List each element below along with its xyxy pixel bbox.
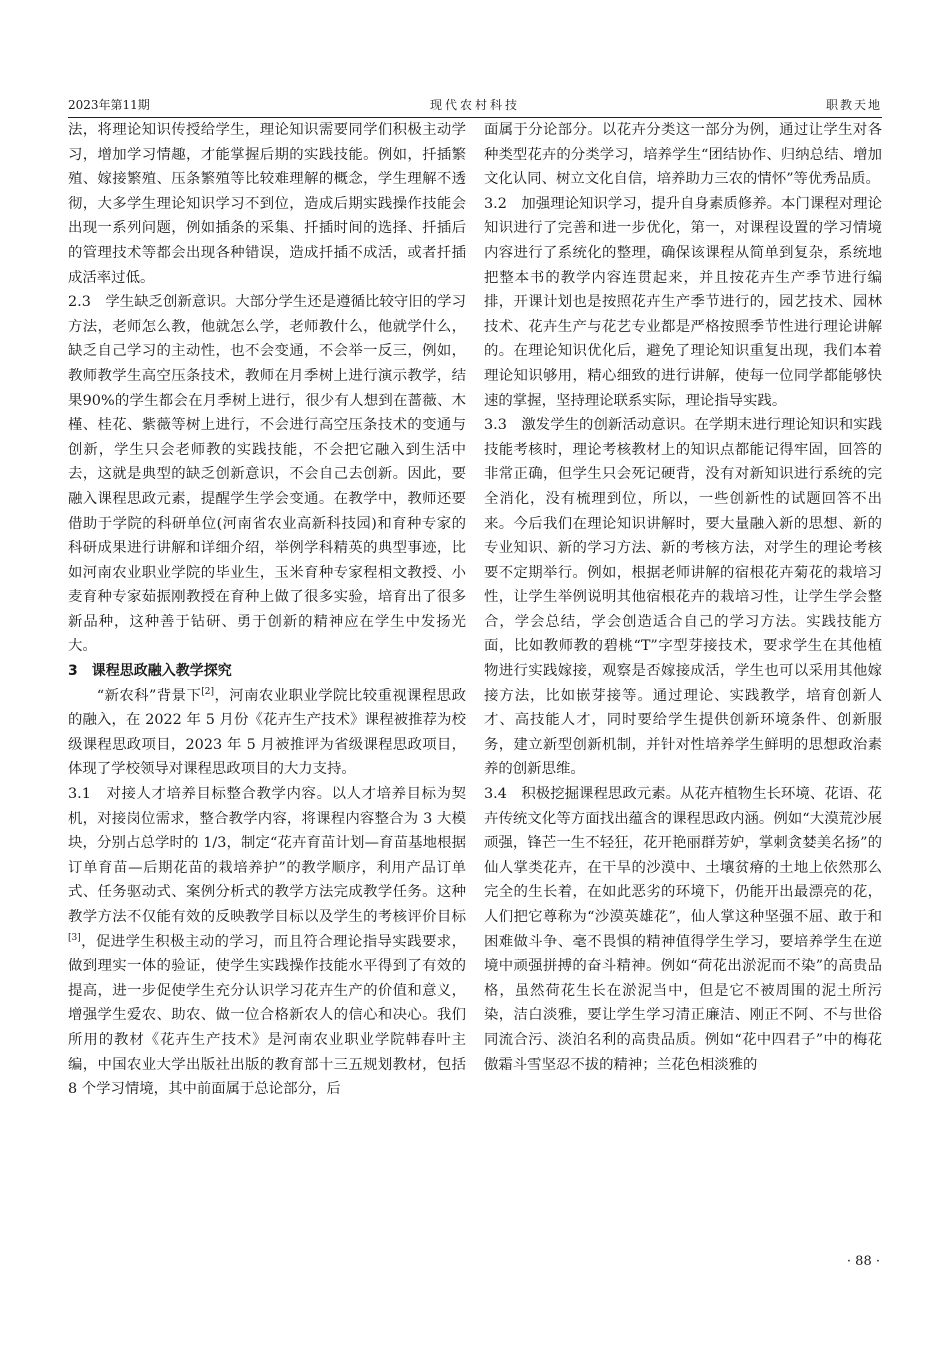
text-run: ，促进学生积极主动的学习，而且符合理论指导实践要求，做到理实一体的验证，使学生实践操作技能水平得到了有效的提高，进一步促使学生充分认识学习花卉生产的价值和意义，增强学生爱农、助农、做一位合格新农人的信心和决心。我们所用的教材《花卉生产技术》是河南农业职业学院韩春叶主编，中国农业大学出版社出版的教育部十三五规划教材，包括 8 个学习情境，其中前面属于总论部分，后 xyxy=(68,933,466,1098)
page-number: · 88 · xyxy=(846,1254,880,1269)
text-run: ，河南农业职业学院比较重视课程思政的融入，在 2022 年 5 月份《花卉生产技术》课程被推荐为校级课程思政项目，2023 年 5 月被推评为省级课程思政项目，体现了学校领导对课程思政项目的大力支持。 xyxy=(68,687,466,778)
text-run: 3.1 对接人才培养目标整合教学内容。以人才培养目标为契机，对接岗位需求，整合教学内容，将课程内容整合为 3 大模块，分别占总学时的 1/3，制定“花卉育苗计划—育苗基地根据订单育苗—后期花苗的栽培养护”的教学顺序，利用产品订单式、任务驱动式、案例分析式的教学方法完成教学任务。这种教学方法不仅能有效的反映教学目标以及学生的考核评价目标 xyxy=(68,786,466,925)
running-header xyxy=(68,96,882,116)
paragraph-3-2: 3.2 加强理论知识学习，提升自身素质修养。本门课程对理论知识进行了完善和进一步优化，第一，对课程设置的学习情境内容进行了系统化的整理，确保该课程从简单到复杂，系统地把整本书的教学内容连贯起来，并且按花卉生产季节进行编排，开课计划也是按照花卉生产季节进行的，园艺技术、园林技术、花卉生产与花艺专业都是严格按照季节性进行理论讲解的。在理论知识优化后，避免了理论知识重复出现，我们本着理论知识够用，精心细致的进行讲解，使每一位同学都能够快速的掌握，坚持理论联系实际，理论指导实践。 xyxy=(484,195,882,409)
citation-ref: [3] xyxy=(68,932,81,943)
issue-label: 2023年第11期 xyxy=(68,98,150,112)
section-3-heading: 3 课程思政融入教学探究 xyxy=(68,663,232,680)
journal-title: 现代农村科技 xyxy=(429,98,520,112)
section-label: 职教天地 xyxy=(825,98,882,112)
paragraph: 面属于分论部分。以花卉分类这一部分为例，通过让学生对各种类型花卉的分类学习，培养学生“团结协作、归纳总结、增加文化认同、树立文化自信，培养助力三农的情怀”等优秀品质。 xyxy=(484,122,882,188)
paragraph-3-intro xyxy=(68,684,466,782)
text-run: “新农科”背景下 xyxy=(96,687,202,704)
paragraph-3-1 xyxy=(68,782,466,1102)
paragraph-3-4: 3.4 积极挖掘课程思政元素。从花卉植物生长环境、花语、花卉传统文化等方面找出蕴含的课程思政内涵。例如“大漠荒沙展顽强，锋芒一生不轻狂，花开艳丽群芳妒，掌刺贪婪美名扬”的仙人掌类花卉，在干旱的沙漠中、土壤贫瘠的土地上依然那么完全的生长着，在如此恶劣的环境下，仍能开出最漂亮的花，人们把它尊称为“沙漠英雄花”，仙人掌这种坚强不屈、敢于和困难做斗争、毫不畏惧的精神值得学生学习，要培养学生在逆境中顽强拼搏的奋斗精神。例如“荷花出淤泥而不染”的高贵品格，虽然荷花生长在淤泥当中，但是它不被周围的泥土所污染，洁白淡雅，要让学生学习清正廉洁、刚正不阿、不与世俗同流合污、淡泊名利的高贵品质。例如“花中四君子”中的梅花傲霜斗雪坚忍不拔的精神；兰花色相淡雅的 xyxy=(484,786,882,1073)
left-column xyxy=(68,118,466,1102)
right-column xyxy=(484,118,882,1077)
paragraph-3-3: 3.3 激发学生的创新活动意识。在学期末进行理论知识和实践技能考核时，理论考核教材上的知识点都能记得牢固，回答的非常正确，但学生只会死记硬背，没有对新知识进行系统的完全消化，没有梳理到位，所以，一些创新性的试题回答不出来。今后我们在理论知识讲解时，要大量融入新的思想、新的专业知识、新的学习方法、新的考核方法，对学生的理论考核要不定期举行。例如，根据老师讲解的宿根花卉菊花的栽培习性，让学生举例说明其他宿根花卉的栽培习性，让学生学会整合，学会总结，学会创造适合自己的学习方法。实践技能方面，比如教师教的碧桃“T”字型芽接技术，要求学生在其他植物进行实践嫁接，观察是否嫁接成活，学生也可以采用其他嫁接方法，比如嵌芽接等。通过理论、实践教学，培育创新人才、高技能人才，同时要给学生提供创新环境条件、创新服务，建立新型创新机制，并针对性培养学生鲜明的思想政治素养的创新思维。 xyxy=(484,417,882,778)
paragraph: 法，将理论知识传授给学生，理论知识需要同学们积极主动学习，增加学习情趣，才能掌握后期的实践技能。例如，扦插繁殖、嫁接繁殖、压条繁殖等比较难理解的概念，学生理解不透彻，大多学生理论知识学习不到位，造成后期实践操作技能会出现一系列问题，例如插条的采集、扦插时间的选择、扦插后的管理技术等都会出现各种错误，造成扦插不成活，或者扦插成活率过低。 xyxy=(68,122,466,286)
paragraph-2-3: 2.3 学生缺乏创新意识。大部分学生还是遵循比较守旧的学习方法，老师怎么教，他就怎么学，老师教什么，他就学什么，缺乏自己学习的主动性，也不会变通，不会举一反三，例如，教师教学生高空压条技术，教师在月季树上进行演示教学，结果90%的学生都会在月季树上进行，很少有人想到在蔷薇、木槿、桂花、紫薇等树上进行，不会进行高空压条技术的变通与创新，学生只会老师教的实践技能，不会把它融入到生活中去，这就是典型的缺乏创新意识，不会自己去创新。因此，要融入课程思政元素，提醒学生学会变通。在教学中，教师还要借助于学院的科研单位(河南省农业高新科技园)和育种专家的科研成果进行讲解和详细介绍，举例学科精英的典型事迹，比如河南农业职业学院的毕业生，玉米育种专家程相文教授、小麦育种专家茹振刚教授在育种上做了很多实验，培育出了很多新品种，这种善于钻研、勇于创新的精神应在学生中发扬光大。 xyxy=(68,294,466,655)
citation-ref: [2] xyxy=(201,686,215,697)
